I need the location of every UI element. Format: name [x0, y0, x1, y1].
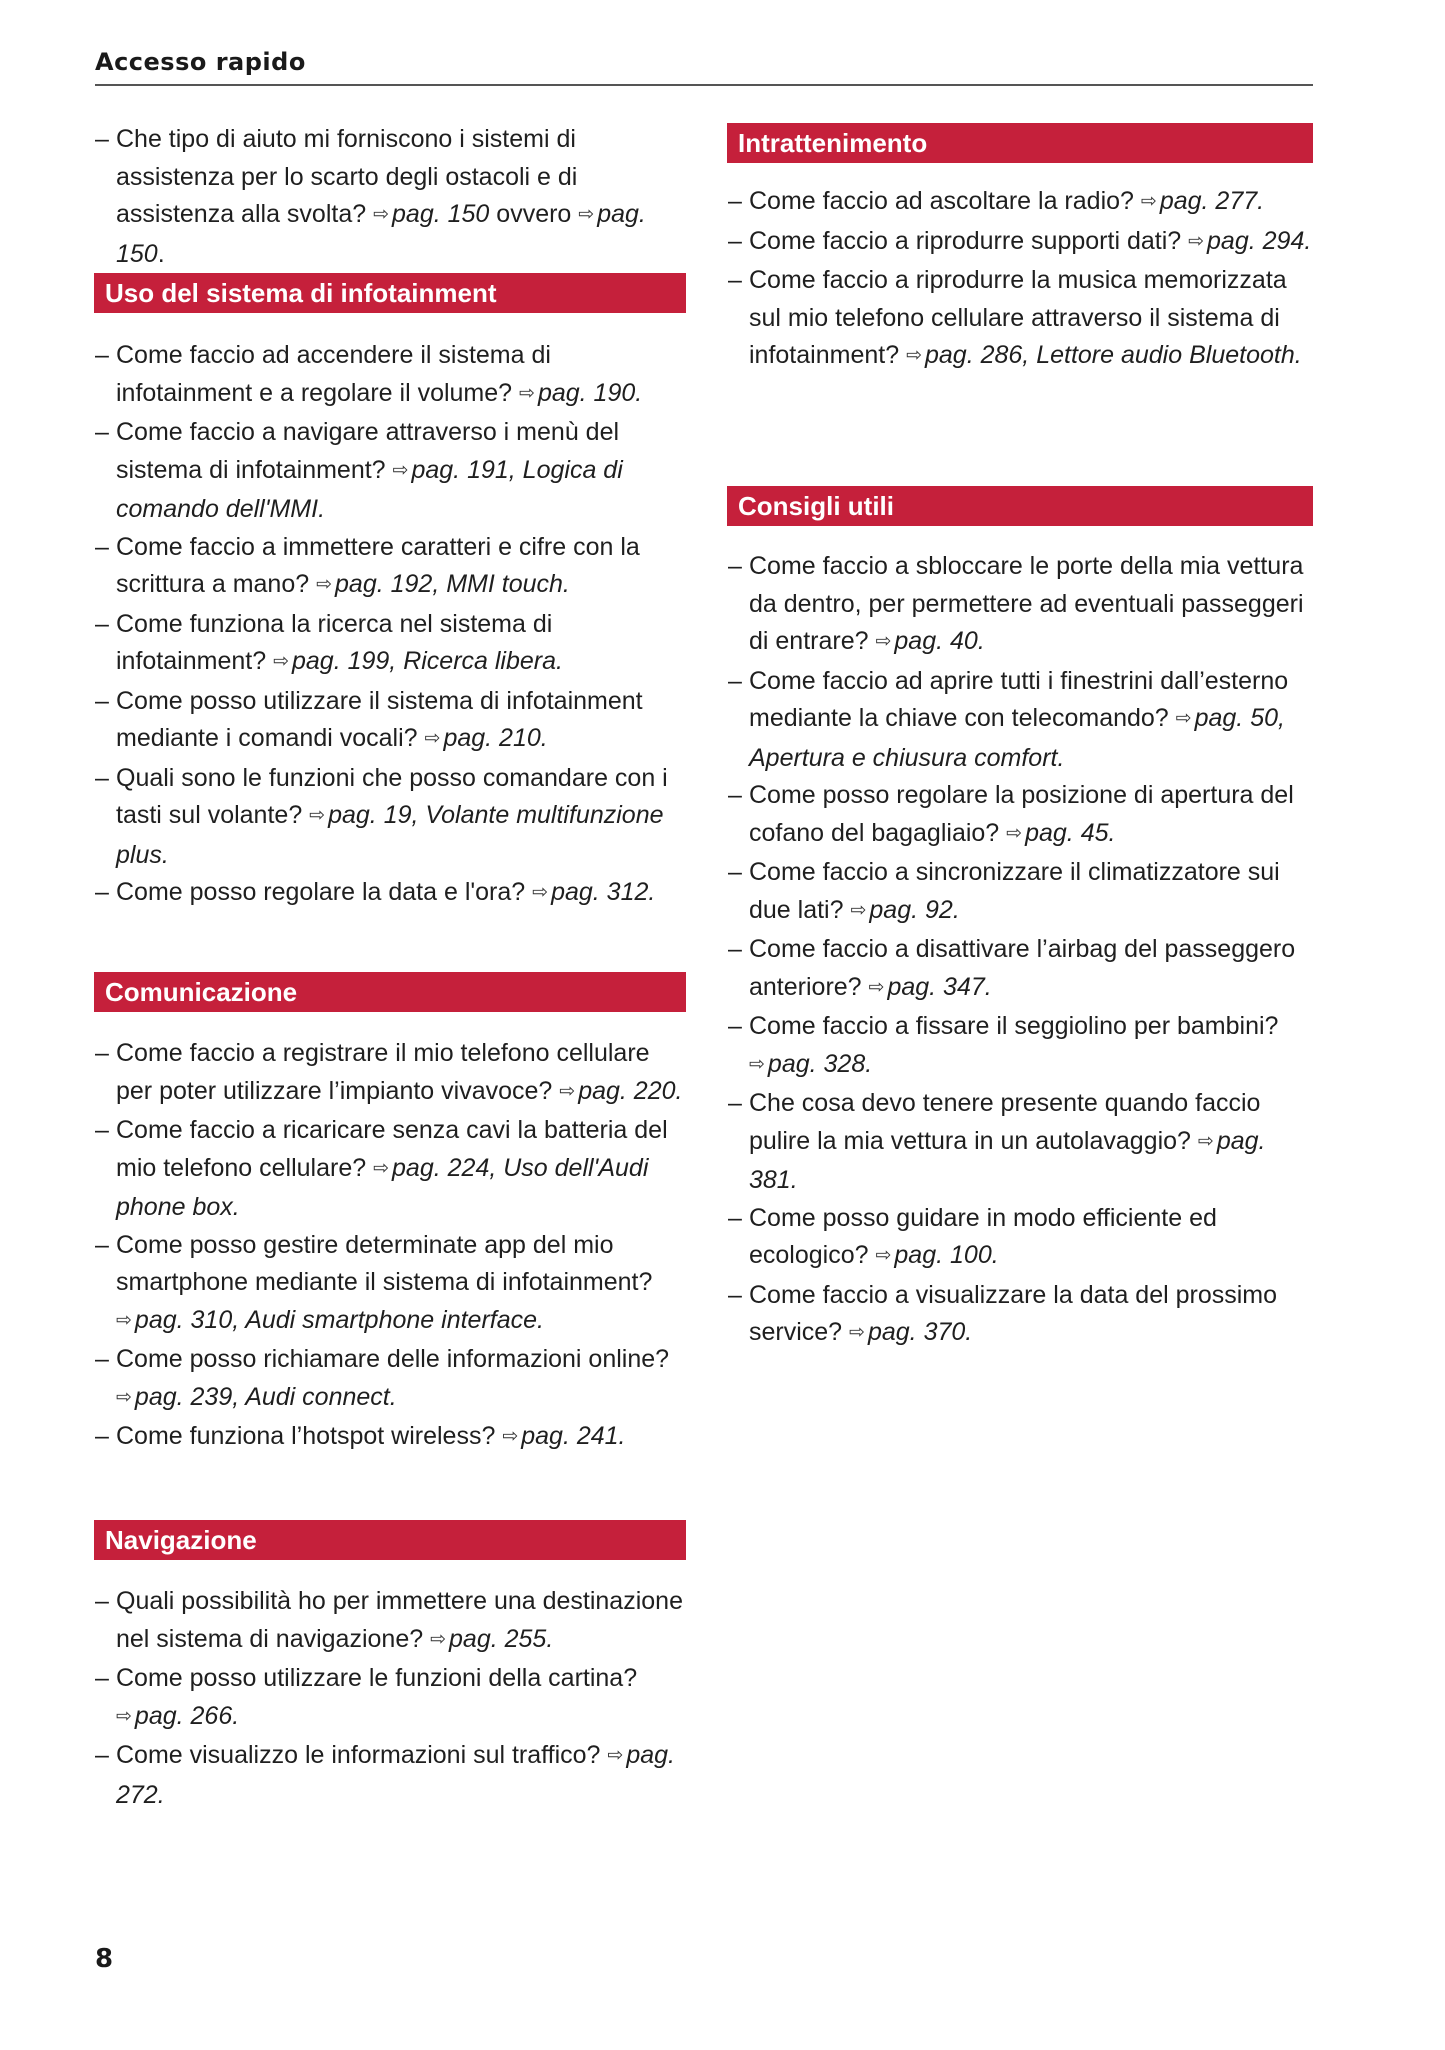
dash-bullet: –: [95, 1039, 109, 1067]
page-reference-link[interactable]: pag. 272.: [116, 1741, 676, 1809]
list-item: [94, 1660, 686, 1737]
question-text: Come faccio a sincronizzare il climatizzatore sui due lati?: [749, 858, 1280, 924]
reference-arrow-icon: ⇨: [1197, 1130, 1214, 1152]
list-item: [94, 760, 686, 875]
dash-bullet: –: [95, 1230, 109, 1259]
question-text: Come faccio a immettere caratteri e cifre con la scrittura a mano?: [116, 532, 640, 598]
page-reference-link[interactable]: pag. 239, Audi connect.: [134, 1382, 397, 1411]
dash-bullet: –: [728, 858, 742, 886]
page-reference-link[interactable]: pag. 50, Apertura e chiusura comfort.: [749, 704, 1285, 772]
page-reference-link[interactable]: pag. 220.: [578, 1076, 683, 1105]
list-item: [94, 1737, 686, 1814]
list-item: [94, 529, 686, 606]
reference-arrow-icon: ⇨: [875, 631, 892, 652]
section-consigli-utili: [727, 486, 1313, 1354]
dash-bullet: –: [95, 878, 109, 906]
page-reference-link[interactable]: pag. 100.: [894, 1241, 999, 1269]
section-intrattenimento: [727, 123, 1313, 377]
dash-bullet: –: [95, 1422, 109, 1450]
page-reference-link[interactable]: pag. 190.: [537, 378, 643, 407]
list-item: [727, 1200, 1313, 1277]
reference-arrow-icon: ⇨: [316, 574, 333, 595]
dash-bullet: –: [95, 763, 109, 792]
dash-bullet: –: [728, 1203, 742, 1232]
list-item: [94, 1418, 686, 1458]
dash-bullet: –: [95, 1741, 109, 1769]
dash-bullet: –: [728, 1012, 742, 1040]
page-reference-link[interactable]: pag. 199, Ricerca libera.: [291, 647, 563, 675]
list-item: [727, 183, 1313, 223]
reference-arrow-icon: ⇨: [849, 1322, 865, 1343]
reference-arrow-icon: ⇨: [116, 1309, 132, 1331]
page-reference-link[interactable]: pag. 224, Uso dell'Audi phone box.: [116, 1153, 649, 1221]
section-heading: Intrattenimento: [727, 123, 1313, 163]
page-reference-link[interactable]: pag. 294.: [1207, 226, 1312, 255]
question-text: Come posso richiamare delle informazioni online?: [116, 1345, 670, 1373]
reference-arrow-icon: ⇨: [116, 1705, 132, 1727]
question-text: Come faccio ad accendere il sistema di infotainment e a regolare il volume?: [116, 341, 551, 407]
reference-arrow-icon: ⇨: [1140, 191, 1157, 212]
page-reference-link[interactable]: pag. 286, Lettore audio Bluetooth.: [924, 341, 1302, 369]
question-text: Come funziona la ricerca nel sistema di infotainment?: [116, 609, 553, 675]
dash-bullet: –: [95, 1587, 109, 1615]
list-item: [727, 548, 1313, 663]
reference-arrow-icon: ⇨: [373, 1157, 390, 1179]
reference-arrow-icon: ⇨: [1188, 230, 1205, 252]
reference-arrow-icon: ⇨: [578, 204, 595, 225]
reference-arrow-icon: ⇨: [868, 976, 885, 998]
dash-bullet: –: [95, 125, 109, 153]
reference-arrow-icon: ⇨: [309, 805, 326, 826]
question-text: Come posso regolare la data e l'ora?: [116, 878, 526, 906]
list-item: [727, 1277, 1313, 1354]
list-item: [94, 1227, 686, 1342]
question-text: Come posso regolare la posizione di apertura del cofano del bagagliaio?: [749, 781, 1294, 847]
section-heading: Consigli utili: [727, 486, 1313, 526]
list-item: [94, 1583, 686, 1660]
page-reference-link[interactable]: pag. 210.: [443, 724, 548, 752]
section-heading: Uso del sistema di infotainment: [94, 273, 686, 313]
page-reference-link[interactable]: pag. 328.: [767, 1049, 873, 1078]
question-text: Quali sono le funzioni che posso comandare con i tasti sul volante?: [116, 763, 668, 829]
reference-arrow-icon: ⇨: [1006, 822, 1023, 844]
reference-arrow-icon: ⇨: [392, 459, 409, 481]
page-reference-link[interactable]: pag. 347.: [887, 972, 992, 1001]
dash-bullet: –: [95, 1664, 109, 1692]
list-item: [727, 777, 1313, 854]
list-item: [94, 414, 686, 529]
joiner-text: ovvero: [496, 200, 572, 228]
reference-arrow-icon: ⇨: [906, 345, 922, 366]
page-number: 8: [95, 1944, 114, 1974]
section-navigazione: [94, 1520, 686, 1814]
list-item: [727, 663, 1313, 778]
list-item: [94, 1112, 686, 1227]
page-reference-link[interactable]: pag. 255.: [449, 1624, 554, 1653]
page-reference-link[interactable]: pag. 312.: [551, 878, 656, 906]
page-reference-link[interactable]: pag. 241.: [521, 1422, 626, 1450]
page-reference-link[interactable]: pag. 150: [116, 200, 646, 268]
question-text: Come faccio a registrare il mio telefono cellulare per poter utilizzare l’impianto vivavoce?: [116, 1039, 650, 1105]
reference-arrow-icon: ⇨: [607, 1745, 624, 1766]
reference-arrow-icon: ⇨: [430, 1628, 447, 1650]
question-text: Come faccio a riprodurre supporti dati?: [749, 226, 1182, 255]
dash-bullet: –: [95, 532, 109, 561]
question-list: [94, 1035, 686, 1458]
dash-bullet: –: [95, 686, 109, 715]
page-reference-link[interactable]: pag. 40.: [894, 627, 985, 655]
dash-bullet: –: [728, 266, 742, 294]
question-list: [94, 337, 686, 914]
page-reference-link[interactable]: pag. 277.: [1159, 187, 1265, 215]
page-reference-link[interactable]: pag. 192, MMI touch.: [335, 570, 570, 598]
dash-bullet: –: [95, 609, 109, 638]
page-reference-link[interactable]: pag. 381.: [749, 1126, 1266, 1194]
list-item: [94, 337, 686, 414]
list-item: [727, 854, 1313, 931]
page-reference-link[interactable]: pag. 19, Volante multifunzione plus.: [116, 801, 664, 869]
dash-bullet: –: [95, 1345, 109, 1373]
question-text: Che tipo di aiuto mi forniscono i sistemi di assistenza per lo scarto degli ostacoli e di assistenza alla svolta?: [116, 125, 578, 228]
reference-arrow-icon: ⇨: [875, 1245, 892, 1266]
question-text: Come faccio a disattivare l’airbag del passeggero anteriore?: [749, 935, 1296, 1001]
question-text: Come posso gestire determinate app del mio smartphone mediante il sistema di infotainment?: [116, 1230, 653, 1296]
question-text: Come posso guidare in modo efficiente ed ecologico?: [749, 1203, 1217, 1269]
reference-arrow-icon: ⇨: [532, 882, 549, 903]
question-text: Come visualizzo le informazioni sul traffico?: [116, 1741, 601, 1769]
dash-bullet: –: [728, 226, 742, 255]
dash-bullet: –: [728, 187, 742, 215]
list-item: [727, 1085, 1313, 1200]
question-text: Come posso utilizzare il sistema di infotainment mediante i comandi vocali?: [116, 686, 643, 752]
page-reference-link[interactable]: pag. 150: [392, 200, 490, 228]
list-item: [727, 931, 1313, 1008]
list-item: [727, 223, 1313, 263]
question-text: Quali possibilità ho per immettere una destinazione nel sistema di navigazione?: [116, 1587, 683, 1653]
page-reference-link[interactable]: pag. 310, Audi smartphone interface.: [134, 1305, 544, 1334]
reference-arrow-icon: ⇨: [273, 651, 289, 672]
reference-arrow-icon: ⇨: [850, 899, 867, 921]
reference-arrow-icon: ⇨: [373, 204, 390, 225]
reference-arrow-icon: ⇨: [116, 1386, 132, 1408]
dash-bullet: –: [728, 1280, 742, 1309]
reference-arrow-icon: ⇨: [424, 728, 441, 749]
section-comunicazione: [94, 972, 686, 1458]
page-title: Accesso rapido: [95, 48, 306, 76]
section-heading: Comunicazione: [94, 972, 686, 1012]
page-reference-link[interactable]: pag. 92.: [869, 895, 960, 924]
question-text: Come faccio a sbloccare le porte della mia vettura da dentro, per permettere ad eventuali passeggeri di entrare?: [749, 552, 1304, 655]
list-item: [94, 1035, 686, 1112]
list-item: [727, 1008, 1313, 1085]
list-item: [94, 606, 686, 683]
question-text: Come faccio a ricaricare senza cavi la batteria del mio telefono cellulare?: [116, 1116, 668, 1182]
dash-bullet: –: [95, 1116, 109, 1144]
page-reference-link[interactable]: pag. 370.: [867, 1318, 973, 1346]
question-text: Come faccio a riprodurre la musica memorizzata sul mio telefono cellulare attraverso il sistema di infotainment?: [749, 266, 1287, 369]
intro-list-container: [94, 121, 686, 273]
list-item: [94, 1341, 686, 1418]
question-text: Come faccio ad ascoltare la radio?: [749, 187, 1134, 215]
dash-bullet: –: [728, 1089, 742, 1117]
reference-arrow-icon: ⇨: [749, 1053, 765, 1075]
question-text: Come funziona l’hotspot wireless?: [116, 1422, 496, 1450]
reference-arrow-icon: ⇨: [502, 1426, 519, 1447]
question-text: Che cosa devo tenere presente quando faccio pulire la mia vettura in un autolavaggio?: [749, 1089, 1261, 1155]
section-heading: Navigazione: [94, 1520, 686, 1560]
reference-arrow-icon: ⇨: [519, 382, 535, 404]
list-item: – Che tipo di aiuto mi forniscono i sistemi di assistenza per lo scarto degli ostacoli e di assistenza alla svolta? ⇨ pag. 150 ovvero ⇨ pag. 150.: [94, 121, 686, 273]
question-text: Come faccio a fissare il seggiolino per bambini?: [749, 1012, 1279, 1040]
question-text: Come posso utilizzare le funzioni della cartina?: [116, 1664, 638, 1692]
header-rule: [95, 84, 1313, 86]
list-item: [94, 874, 686, 914]
dash-bullet: –: [728, 781, 742, 809]
question-text: Come faccio a visualizzare la data del prossimo service?: [749, 1280, 1278, 1346]
question-text: Come faccio a navigare attraverso i menù del sistema di infotainment?: [116, 418, 620, 484]
dash-bullet: –: [728, 666, 742, 695]
reference-arrow-icon: ⇨: [559, 1080, 576, 1102]
section-infotainment: [94, 273, 686, 914]
list-item: [94, 683, 686, 760]
reference-arrow-icon: ⇨: [1175, 708, 1192, 729]
question-list: [727, 183, 1313, 377]
dash-bullet: –: [728, 552, 742, 580]
question-text: Come faccio ad aprire tutti i finestrini dall’esterno mediante la chiave con telecomando?: [749, 666, 1289, 732]
dash-bullet: –: [95, 341, 109, 369]
question-list: [94, 1583, 686, 1814]
list-item: [727, 262, 1313, 377]
dash-bullet: –: [95, 418, 109, 446]
page-reference-link[interactable]: pag. 45.: [1025, 818, 1116, 847]
page-reference-link[interactable]: pag. 266.: [134, 1701, 240, 1730]
dash-bullet: –: [728, 935, 742, 963]
page-reference-link[interactable]: pag. 191, Logica di comando dell'MMI.: [116, 455, 623, 523]
question-list: [727, 548, 1313, 1354]
intro-list: [94, 121, 686, 273]
